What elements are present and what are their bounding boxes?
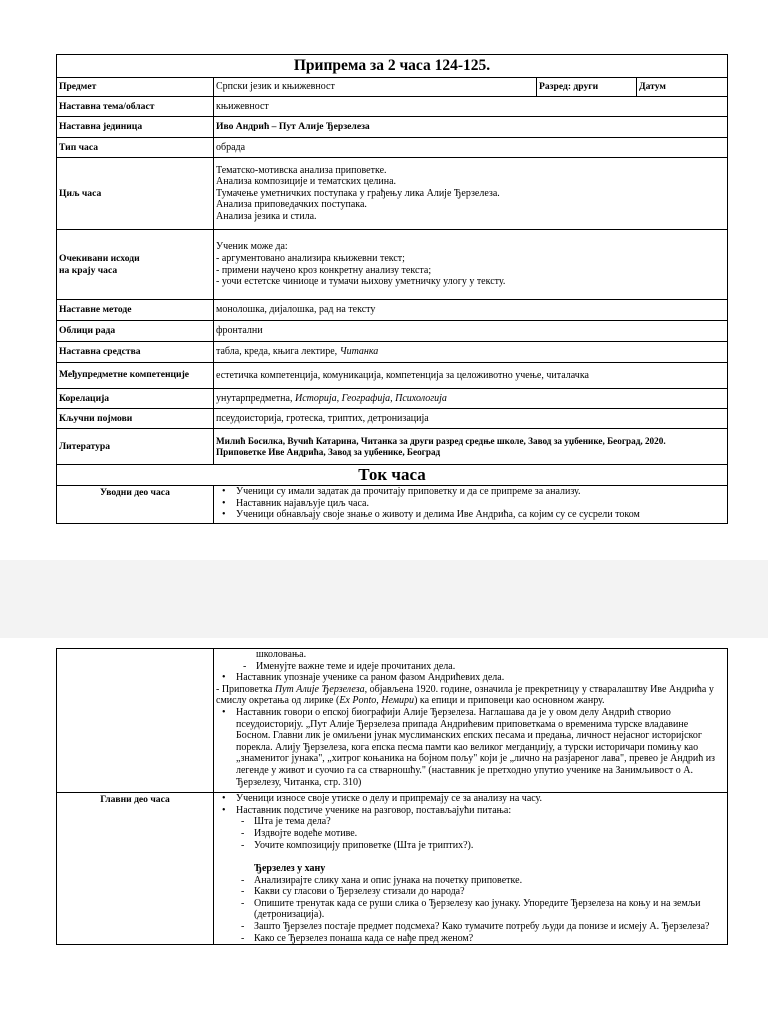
date-label: Датум bbox=[637, 78, 728, 97]
main-label: Главни део часа bbox=[57, 793, 214, 945]
goal-line: Тумачење уметничких поступака у грађењу лика Алије Ђерзелеза. bbox=[216, 187, 500, 199]
outcome-line: - уочи естетске чиниоце и тумачи њихову уметничку улогу у тексту. bbox=[216, 276, 506, 288]
page-gap bbox=[0, 560, 768, 638]
goal-line: Анализа приповедачких поступака. bbox=[216, 199, 367, 211]
outcome-line: - аргументовано анализира књижевни текст; bbox=[216, 252, 405, 264]
intro-item: • Наставник најављује циљ часа. bbox=[236, 498, 725, 510]
lesson-type-label: Тип часа bbox=[57, 138, 214, 158]
goal-line: Тематско-мотивска анализа приповетке. bbox=[216, 164, 387, 176]
intro-content bbox=[214, 486, 728, 524]
competences-value: естетичка компетенција, комуникација, компетенција за целоживотно учење, читалачка bbox=[214, 363, 728, 389]
literature-line: Приповетке Иве Андрића, Завод за уџбенике, Београд bbox=[216, 446, 441, 457]
means-label: Наставна средства bbox=[57, 342, 214, 363]
intro-label: Уводни део часа bbox=[57, 486, 214, 524]
goal-value bbox=[214, 158, 728, 230]
goal-label: Циљ часа bbox=[57, 158, 214, 230]
main-question: - Уочите композицију приповетке (Шта је триптих?). bbox=[236, 840, 725, 852]
subject-label: Предмет bbox=[57, 78, 214, 97]
correlation-italic: Историја, Географија, Психологија bbox=[294, 392, 447, 404]
main-content bbox=[214, 793, 728, 945]
lesson-type-value: обрада bbox=[214, 138, 728, 158]
outcomes-label bbox=[57, 230, 214, 300]
goal-line: Анализа композиције и тематских целина. bbox=[216, 176, 397, 188]
competences-label: Међупредметне компетенције bbox=[57, 363, 214, 389]
story-title: Пут Алије Ђерзелеза bbox=[274, 683, 365, 695]
flow-title: Ток часа bbox=[57, 465, 728, 486]
lesson-plan-table bbox=[56, 54, 728, 524]
section-question: - Анализирајте слику хана и опис јунака на почетку приповетке. bbox=[236, 875, 725, 887]
literature-value bbox=[214, 429, 728, 465]
outcomes-label-line: Очекивани исходи bbox=[59, 252, 140, 264]
grade-label: Разред: други bbox=[537, 78, 637, 97]
main-question: - Шта је тема дела? bbox=[236, 816, 725, 828]
literature-line: Милић Босилка, Вучић Катарина, Читанка за други разред средње школе, Завод за уџбенике, Београд, 2020. bbox=[216, 435, 666, 446]
forms-value: фронтални bbox=[214, 321, 728, 342]
topic-label: Наставна тема/област bbox=[57, 97, 214, 117]
key-terms-value: псеудоисторија, гротеска, триптих, детронизација bbox=[214, 409, 728, 429]
story-paragraph bbox=[216, 684, 725, 707]
continuation-line: школовања. bbox=[256, 649, 307, 660]
means-italic: Читанка bbox=[339, 346, 379, 358]
continuation-question: - Именујте важне теме и идеје прочитаних дела. bbox=[238, 661, 725, 673]
main-item: • Ученици износе своје утиске о делу и припремају се за анализу на часу. bbox=[236, 793, 725, 805]
goal-line: Анализа језика и стила. bbox=[216, 210, 317, 222]
story-text: , објављена 1920. године, означила је прекретницу у стваралаштву Иве Андрића у смислу окретања од лирике ( bbox=[216, 683, 714, 707]
story-work: Немири bbox=[381, 695, 415, 707]
outcomes-value bbox=[214, 230, 728, 300]
main-question: - Издвојте водеће мотиве. bbox=[236, 828, 725, 840]
section-question: - Какви су гласови о Ђерзелезу стизали до народа? bbox=[236, 886, 725, 898]
correlation-text: унутарпредметна, bbox=[216, 392, 295, 404]
story-text: - Приповетка bbox=[216, 683, 275, 695]
subject-value: Српски језик и књижевност bbox=[214, 78, 537, 97]
continuation-content bbox=[214, 649, 728, 793]
methods-label: Наставне методе bbox=[57, 300, 214, 321]
story-text: ) ка епици и приповеци као основном жанру. bbox=[414, 695, 605, 707]
means-text: табла, креда, књига лектире, bbox=[216, 346, 340, 358]
section-question: - Зашто Ђерзелез постаје предмет подсмеха? Како тумачите потребу људи да понизе и исмеју А. Ђерзелеза? bbox=[236, 921, 725, 933]
unit-label: Наставна јединица bbox=[57, 117, 214, 138]
methods-value: монолошка, дијалошка, рад на тексту bbox=[214, 300, 728, 321]
story-work: Ex Ponto bbox=[339, 695, 377, 707]
lesson-flow-table bbox=[56, 648, 728, 945]
key-terms-label: Кључни појмови bbox=[57, 409, 214, 429]
forms-label: Облици рада bbox=[57, 321, 214, 342]
intro-item: • Ученици су имали задатак да прочитају приповетку и да се припреме за анализу. bbox=[236, 486, 725, 498]
epic-item: • Наставник говори о епској биографији Алије Ђерзелеза. Наглашава да је у овом делу Андрић створио псеудоисторију. „Пут Алије Ђерзелеза припада Андрићевим приповеткама о временима турске владавине Босном. Главни лик је омиљени јунак муслиманских епских песама и предања, личност нејасног историјског порекла. Алију Ђерзелеза, кога епска песма памти као великог мегданџију, а турски историчари помињу као „знаменитог јунака", „хитрог коњаника на бојном пољу" који је „лично на разјареног лава", превео је Андрић из легенде у живот и суочио га са стварношћу." (наставник је претходно упутио ученике на Занимљивост о А. Ђерзелезу, Читанка, стр. 310) bbox=[236, 707, 725, 788]
story-text: , bbox=[376, 695, 382, 707]
outcome-line: - примени научено кроз конкретну анализу текста; bbox=[216, 264, 432, 276]
unit-value: Иво Андрић – Пут Алије Ђерзелеза bbox=[214, 117, 728, 138]
main-item: • Наставник подстиче ученике на разговор, постављајући питања: bbox=[236, 805, 725, 817]
continuation-label-cell bbox=[57, 649, 214, 793]
correlation-label: Корелација bbox=[57, 389, 214, 409]
outcome-line: Ученик може да: bbox=[216, 241, 288, 253]
literature-label: Литература bbox=[57, 429, 214, 465]
section-heading: Ђерзелез у хану bbox=[254, 863, 326, 875]
document-page-2 bbox=[0, 638, 768, 1024]
topic-value: књижевност bbox=[214, 97, 728, 117]
correlation-value bbox=[214, 389, 728, 409]
means-value bbox=[214, 342, 728, 363]
section-question: - Како се Ђерзелез понаша када се нађе пред женом? bbox=[236, 933, 725, 945]
phase-item: • Наставник упознаје ученике са раном фазом Андрићевих дела. bbox=[236, 672, 725, 684]
intro-item: • Ученици обнављају своје знање о животу и делима Иве Андрића, са којим су се сусрели током bbox=[236, 509, 725, 521]
section-question: - Опишите тренутак када се руши слика о Ђерзелезу као јунаку. Упоредите Ђерзелеза на коњу и на земљи (детронизација). bbox=[236, 898, 725, 921]
page-title: Припрема за 2 часа 124-125. bbox=[57, 55, 728, 78]
outcomes-label-line: на крају часа bbox=[59, 264, 118, 276]
